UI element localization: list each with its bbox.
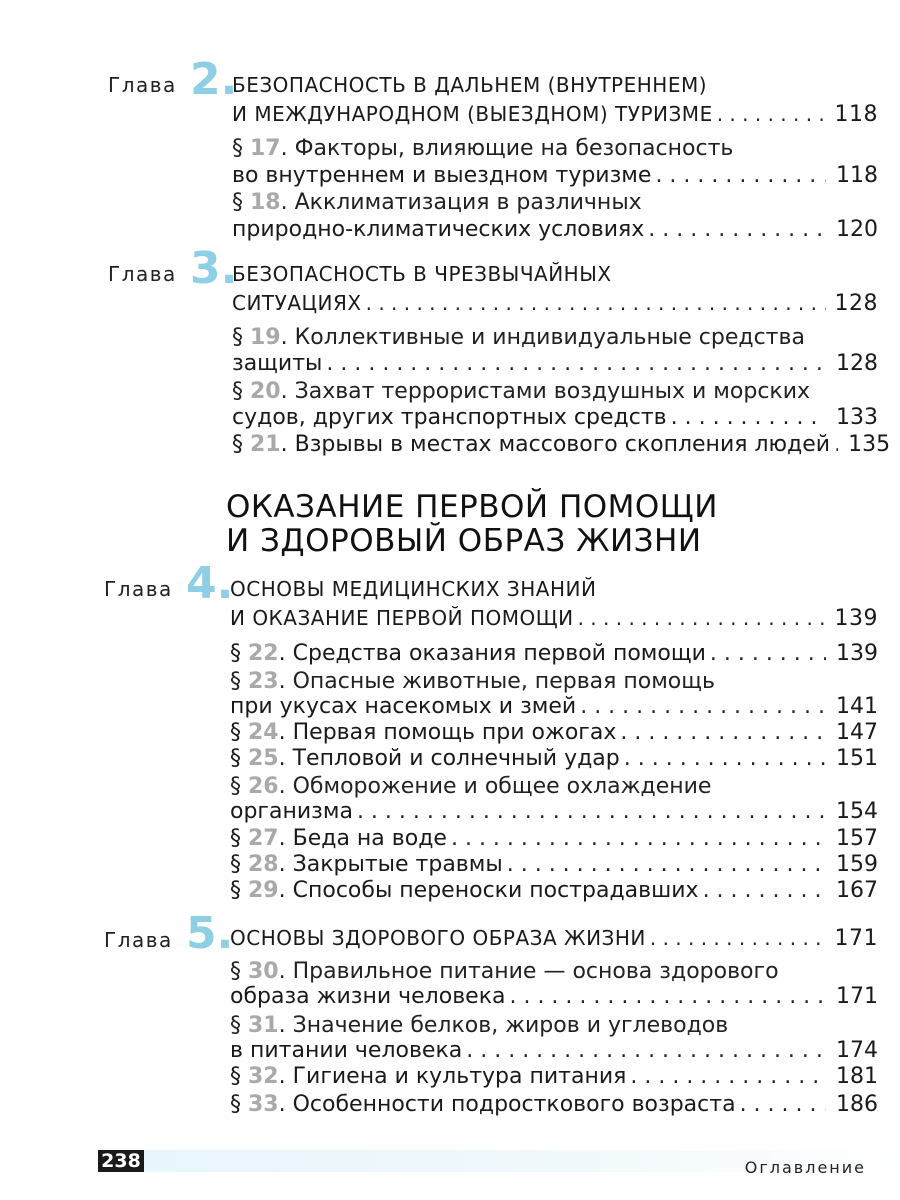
section-title: . Опасные животные, первая помощь	[278, 669, 715, 694]
part-title-line2: И ЗДОРОВЫЙ ОБРАЗ ЖИЗНИ	[226, 523, 702, 559]
leader-dots	[505, 986, 826, 1008]
chapter-3-title: БЕЗОПАСНОСТЬ В ЧРЕЗВЫЧАЙНЫХ	[232, 262, 612, 286]
section-30-line2[interactable]	[230, 986, 878, 1008]
section-22[interactable]	[230, 643, 878, 665]
section-30[interactable]	[230, 959, 779, 984]
section-number: 19	[250, 325, 281, 350]
section-27[interactable]	[230, 828, 878, 850]
section-number: 21	[250, 432, 281, 457]
section-title: . Правильное питание — основа здорового	[278, 959, 779, 984]
chapter-5-label: Глава	[104, 928, 173, 952]
page-number: 238	[98, 1150, 144, 1172]
chapter-4-number: 4.	[186, 558, 234, 609]
leader-dots	[713, 104, 826, 124]
page-ref: 120	[836, 217, 878, 242]
page-ref: 139	[836, 641, 878, 666]
chapter-2-number: 2.	[190, 54, 238, 105]
chapter-2-title: БЕЗОПАСНОСТЬ В ДАЛЬНЕМ (ВНУТРЕННЕМ)	[232, 73, 708, 97]
section-title-cont: в питании человека	[230, 1038, 463, 1063]
section-title-cont: судов, других транспортных средств	[232, 405, 667, 430]
page-ref: 139	[834, 606, 878, 631]
section-title: . Акклиматизация в различных	[280, 190, 642, 215]
page-ref: 171	[834, 926, 878, 951]
section-number: 18	[250, 190, 281, 215]
page-ref: 154	[836, 799, 878, 824]
page-ref: 157	[836, 826, 878, 851]
page-ref: 159	[836, 852, 878, 877]
leader-dots	[830, 434, 838, 456]
section-mark: §	[230, 720, 241, 745]
section-title: . Захват террористами воздушных и морских	[280, 379, 811, 404]
section-mark: §	[232, 190, 243, 215]
chapter-3-label: Глава	[108, 262, 177, 286]
section-mark: §	[232, 325, 243, 350]
section-number: 23	[248, 669, 279, 694]
section-title: . Средства оказания первой помощи	[278, 641, 706, 666]
section-mark: §	[230, 641, 241, 666]
section-mark: §	[230, 959, 241, 984]
section-title: . Беда на воде	[278, 826, 447, 851]
section-23[interactable]	[230, 669, 715, 694]
leader-dots	[646, 928, 826, 948]
section-title: . Коллективные и индивидуальные средства	[280, 325, 805, 350]
section-number: 29	[248, 878, 279, 903]
chapter-2-title-line[interactable]	[232, 104, 878, 126]
page-ref: 133	[836, 405, 878, 430]
page-ref: 128	[834, 291, 878, 316]
section-18-line2[interactable]	[232, 219, 878, 241]
section-title-cont: природно-климатических условиях	[232, 217, 645, 242]
leader-dots	[620, 748, 826, 770]
section-28[interactable]	[230, 854, 878, 876]
section-19[interactable]	[232, 325, 805, 350]
section-number: 22	[248, 641, 279, 666]
chapter-3-number: 3.	[190, 243, 238, 294]
section-mark: §	[230, 1013, 241, 1038]
section-25[interactable]	[230, 748, 878, 770]
section-17[interactable]	[232, 136, 733, 161]
section-mark: §	[230, 852, 241, 877]
chapter-5-title: ОСНОВЫ ЗДОРОВОГО ОБРАЗА ЖИЗНИ	[230, 926, 646, 950]
leader-dots	[651, 165, 826, 187]
section-number: 27	[248, 826, 279, 851]
leader-dots	[462, 1040, 826, 1062]
section-mark: §	[230, 746, 241, 771]
section-19-line2[interactable]	[232, 353, 878, 375]
section-mark: §	[230, 826, 241, 851]
section-title: . Тепловой и солнечный удар	[278, 746, 620, 771]
section-26[interactable]	[230, 774, 711, 799]
section-21[interactable]	[232, 432, 891, 457]
section-title-cont: при укусах насекомых и змей	[230, 694, 577, 719]
section-title: . Факторы, влияющие на безопасность	[280, 136, 734, 161]
section-title: . Взрывы в местах массового скопления людей	[280, 432, 831, 457]
page-ref: 118	[834, 102, 878, 127]
leader-dots	[322, 353, 826, 375]
section-number: 25	[248, 746, 279, 771]
section-title-cont: образа жизни человека	[230, 984, 506, 1009]
leader-dots	[626, 1066, 826, 1088]
section-title: . Закрытые травмы	[278, 852, 503, 877]
footer-label: Оглавление	[744, 1158, 866, 1177]
chapter-5-number: 5.	[186, 908, 234, 959]
page-ref: 174	[836, 1038, 878, 1063]
section-mark: §	[230, 1092, 241, 1117]
section-title-cont: во внутреннем и выездном туризме	[232, 163, 652, 188]
section-mark: §	[230, 774, 241, 799]
section-20[interactable]	[232, 379, 810, 404]
chapter-4-title-line[interactable]	[230, 608, 878, 630]
leader-dots	[353, 801, 826, 823]
part-title-line1: ОКАЗАНИЕ ПЕРВОЙ ПОМОЩИ	[226, 489, 718, 525]
leader-dots	[576, 696, 826, 718]
section-mark: §	[230, 1064, 241, 1089]
section-32[interactable]	[230, 1066, 878, 1088]
section-title: . Способы переноски пострадавших	[278, 878, 699, 903]
section-number: 24	[248, 720, 279, 745]
section-number: 26	[248, 774, 279, 799]
section-18[interactable]	[232, 190, 642, 215]
chapter-3-title-line[interactable]	[232, 293, 878, 315]
section-mark: §	[232, 432, 243, 457]
leader-dots	[447, 828, 826, 850]
leader-dots	[574, 608, 826, 628]
section-mark: §	[232, 379, 243, 404]
leader-dots	[736, 1094, 826, 1116]
section-title-cont: защиты	[232, 351, 323, 376]
chapter-4-title-2: И ОКАЗАНИЕ ПЕРВОЙ ПОМОЩИ	[230, 606, 574, 630]
chapter-3-title-2: СИТУАЦИЯХ	[232, 291, 362, 315]
section-31[interactable]	[230, 1013, 728, 1038]
section-title: . Первая помощь при ожогах	[278, 720, 617, 745]
leader-dots	[699, 880, 826, 902]
leader-dots	[503, 854, 826, 876]
page-ref: 128	[836, 351, 878, 376]
section-number: 30	[248, 959, 279, 984]
page-ref: 186	[836, 1092, 878, 1117]
section-20-line2[interactable]	[232, 407, 878, 429]
chapter-2-title-2: И МЕЖДУНАРОДНОМ (ВЫЕЗДНОМ) ТУРИЗМЕ	[232, 102, 713, 126]
section-number: 32	[248, 1064, 279, 1089]
page-ref: 118	[836, 163, 878, 188]
page-ref: 171	[836, 984, 878, 1009]
chapter-5-title-line[interactable]	[230, 928, 878, 950]
section-number: 31	[248, 1013, 279, 1038]
section-24[interactable]	[230, 722, 878, 744]
section-number: 20	[250, 379, 281, 404]
chapter-4-title: ОСНОВЫ МЕДИЦИНСКИХ ЗНАНИЙ	[230, 577, 597, 601]
page-ref: 181	[836, 1064, 878, 1089]
section-26-line2[interactable]	[230, 801, 878, 823]
section-title: . Особенности подросткового возраста	[278, 1092, 736, 1117]
page-ref: 147	[836, 720, 878, 745]
leader-dots	[667, 407, 826, 429]
section-mark: §	[232, 136, 243, 161]
section-title: . Гигиена и культура питания	[278, 1064, 627, 1089]
leader-dots	[644, 219, 826, 241]
section-number: 33	[248, 1092, 279, 1117]
section-33[interactable]	[230, 1094, 878, 1116]
leader-dots	[616, 722, 826, 744]
leader-dots	[706, 643, 826, 665]
section-mark: §	[230, 669, 241, 694]
section-29[interactable]	[230, 880, 878, 902]
page-ref: 135	[848, 432, 891, 457]
chapter-2-label: Глава	[108, 73, 177, 97]
section-title: . Значение белков, жиров и углеводов	[278, 1013, 729, 1038]
section-31-line2[interactable]	[230, 1040, 878, 1062]
section-17-line2[interactable]	[232, 165, 878, 187]
leader-dots	[362, 293, 826, 313]
section-mark: §	[230, 878, 241, 903]
section-23-line2[interactable]	[230, 696, 878, 718]
chapter-4-label: Глава	[104, 577, 173, 601]
section-title: . Обморожение и общее охлаждение	[278, 774, 712, 799]
section-title-cont: организма	[230, 799, 353, 824]
page-ref: 141	[836, 694, 878, 719]
section-number: 17	[250, 136, 281, 161]
page-ref: 167	[836, 878, 878, 903]
page-ref: 151	[836, 746, 878, 771]
section-number: 28	[248, 852, 279, 877]
